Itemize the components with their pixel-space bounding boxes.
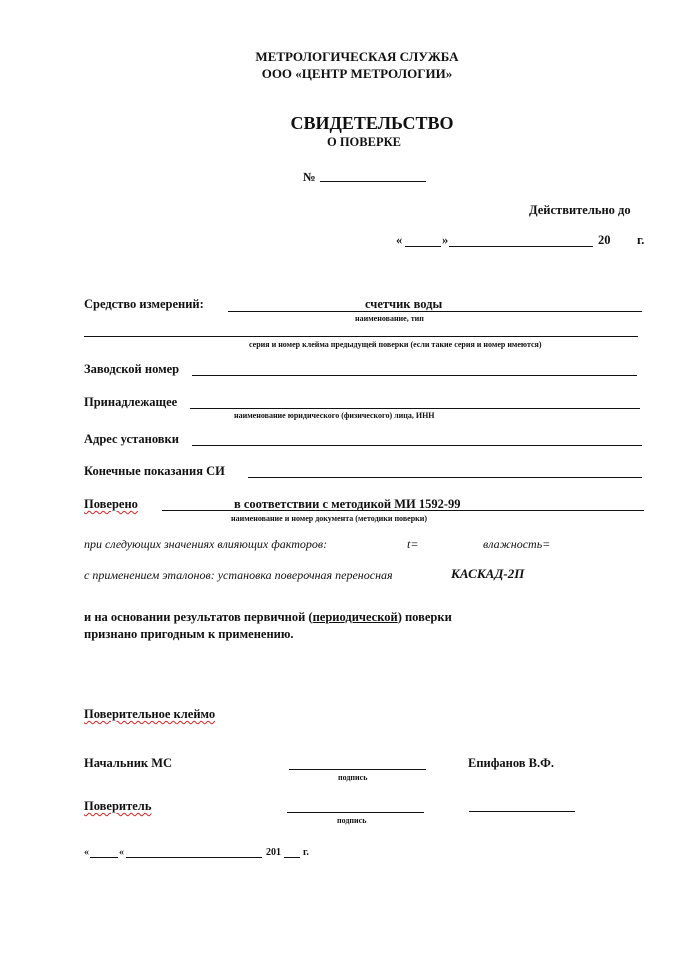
document-subtitle: О ПОВЕРКЕ [326, 135, 401, 149]
instrument-hint: наименование, тип [355, 314, 424, 323]
instrument-label: Средство измерений: [84, 297, 204, 311]
valid-year-prefix: 20 [598, 233, 611, 247]
instrument-value: счетчик воды [365, 297, 443, 311]
head-name: Епифанов В.Ф. [468, 756, 554, 770]
head-signature-hint: подпись [338, 773, 368, 782]
valid-month-line [449, 246, 593, 247]
series-hint: серия и номер клейма предыдущей поверки (если такие серия и номер имеются) [249, 340, 542, 349]
owner-hint: наименование юридического (физического) лица, ИНН [234, 411, 435, 420]
date-year-prefix: 201 [266, 847, 281, 858]
standards-value: КАСКАД-2П [451, 566, 525, 581]
conclusion-part-c: ) поверки [397, 610, 452, 624]
number-label: № [303, 170, 316, 184]
address-line [192, 445, 642, 446]
serial-line [192, 375, 637, 376]
head-label: Начальник МС [84, 756, 173, 770]
conclusion-line-1 [84, 610, 452, 625]
verifier-signature-line [287, 812, 424, 813]
readings-label: Конечные показания СИ [84, 464, 225, 478]
temperature-label: t= [407, 537, 419, 551]
service-name: МЕТРОЛОГИЧЕСКАЯ СЛУЖБА [255, 49, 459, 64]
factors-label: при следующих значениях влияющих факторов: [84, 537, 328, 551]
organization-name: ООО «ЦЕНТР МЕТРОЛОГИИ» [261, 66, 453, 81]
date-year-line [284, 857, 300, 858]
readings-line [248, 477, 642, 478]
head-signature-line [289, 769, 426, 770]
date-year-suffix: г. [303, 847, 309, 858]
standards-label: с применением эталонов: установка поверочная переносная [84, 568, 393, 582]
number-line [320, 181, 426, 182]
verifier-label: Поверитель [84, 799, 152, 813]
conclusion-line-2: признано пригодным к применению. [84, 627, 294, 641]
address-label: Адрес установки [84, 432, 179, 446]
humidity-label: влажность= [483, 537, 551, 551]
valid-day-line [405, 246, 441, 247]
date-day-line [90, 857, 118, 858]
document-title: СВИДЕТЕЛЬСТВО [290, 113, 454, 133]
owner-label: Принадлежащее [84, 395, 178, 409]
valid-year-suffix: г. [637, 233, 645, 247]
verified-hint: наименование и номер документа (методики поверки) [231, 514, 428, 523]
date-month-line [126, 857, 262, 858]
series-line [84, 336, 638, 337]
valid-date-close-quote: » [442, 233, 449, 247]
serial-label: Заводской номер [84, 362, 180, 376]
date-mid-quote: « [119, 847, 124, 858]
verifier-name-line [469, 811, 575, 812]
verified-label: Поверено [84, 497, 138, 511]
owner-line [190, 408, 640, 409]
stamp-label: Поверительное клеймо [84, 707, 216, 721]
valid-date-open-quote: « [396, 233, 403, 247]
date-open-quote: « [84, 847, 89, 858]
conclusion-part-a: и на основании результатов первичной ( [84, 610, 313, 624]
valid-until-label: Действительно до [529, 203, 631, 217]
verifier-signature-hint: подпись [337, 816, 367, 825]
conclusion-periodic: периодической [312, 610, 398, 624]
verified-value: в соответствии с методикой МИ 1592-99 [234, 497, 461, 511]
